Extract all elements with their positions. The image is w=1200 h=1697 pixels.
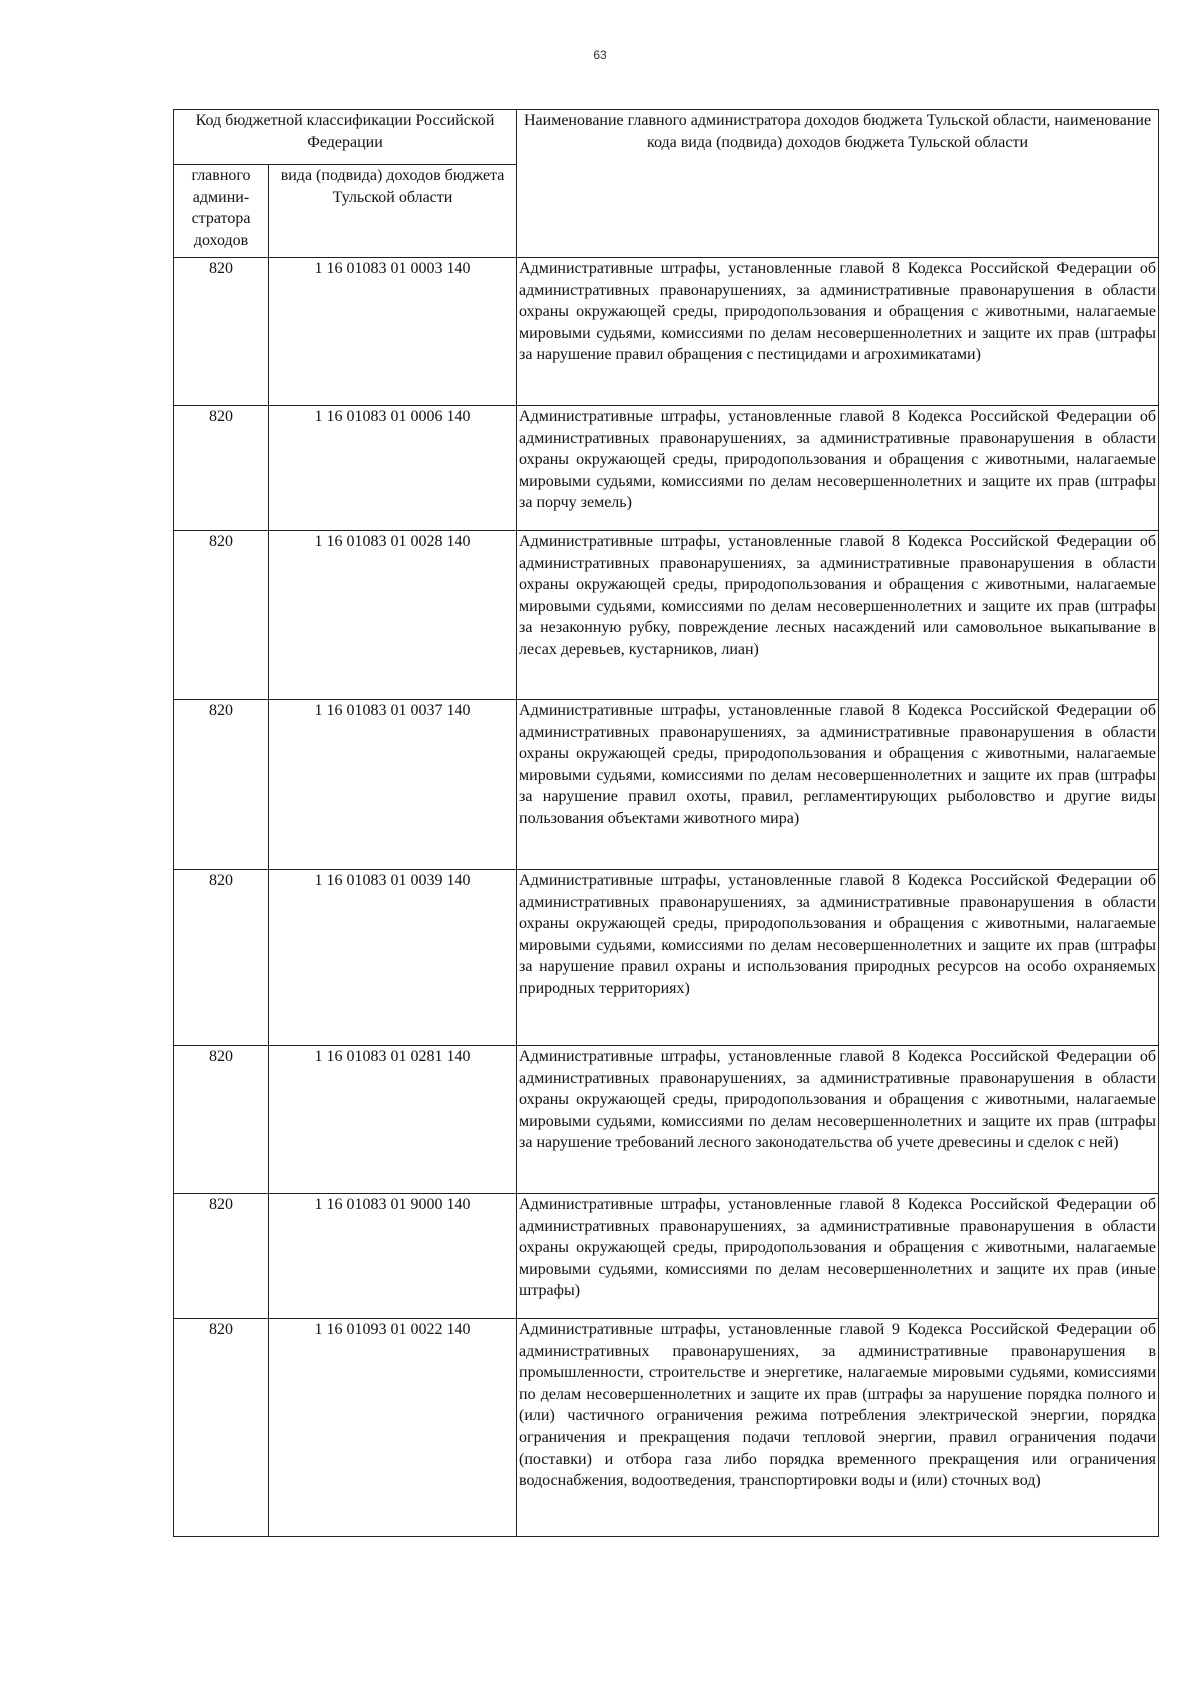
table-row	[174, 1046, 1159, 1194]
admin-code-cell: 820	[174, 870, 269, 1046]
code-column-header: вида (подвида) доходов бюджета Тульской области	[269, 165, 517, 258]
admin-code-cell: 820	[174, 1194, 269, 1319]
income-description-cell: Административные штрафы, установленные главой 8 Кодекса Российской Федерации об административных правонарушениях, за административные правонарушения в области охраны окружающей среды, природопользования и обращения с животными, налагаемые мировыми судьями, комиссиями по делам несовершеннолетних и защите их прав (иные штрафы)	[517, 1194, 1159, 1319]
income-description-cell: Административные штрафы, установленные главой 8 Кодекса Российской Федерации об административных правонарушениях, за административные правонарушения в области охраны окружающей среды, природопользования и обращения с животными, налагаемые мировыми судьями, комиссиями по делам несовершеннолетних и защите их прав (штрафы за нарушение требований лесного законодательства об учете древесины и сделок с ней)	[517, 1046, 1159, 1194]
income-code-cell: 1 16 01083 01 0039 140	[269, 870, 517, 1046]
income-code-cell: 1 16 01083 01 0003 140	[269, 258, 517, 406]
income-code-cell: 1 16 01093 01 0022 140	[269, 1319, 517, 1537]
admin-code-cell: 820	[174, 1046, 269, 1194]
table-row	[174, 870, 1159, 1046]
income-code-cell: 1 16 01083 01 0028 140	[269, 531, 517, 700]
admin-column-header: главного админи-стратора доходов	[174, 165, 269, 258]
income-code-cell: 1 16 01083 01 0037 140	[269, 700, 517, 870]
income-description-cell: Административные штрафы, установленные главой 8 Кодекса Российской Федерации об административных правонарушениях, за административные правонарушения в области охраны окружающей среды, природопользования и обращения с животными, налагаемые мировыми судьями, комиссиями по делам несовершеннолетних и защите их прав (штрафы за нарушение правил обращения с пестицидами и агрохимикатами)	[517, 258, 1159, 406]
table-row	[174, 258, 1159, 406]
budget-classification-table	[173, 109, 1159, 1537]
admin-code-cell: 820	[174, 1319, 269, 1537]
table-row	[174, 1194, 1159, 1319]
admin-code-cell: 820	[174, 258, 269, 406]
income-description-cell: Административные штрафы, установленные главой 8 Кодекса Российской Федерации об административных правонарушениях, за административные правонарушения в области охраны окружающей среды, природопользования и обращения с животными, налагаемые мировыми судьями, комиссиями по делам несовершеннолетних и защите их прав (штрафы за нарушение правил охоты, правил, регламентирующих рыболовство и другие виды пользования объектами животного мира)	[517, 700, 1159, 870]
admin-code-cell: 820	[174, 406, 269, 531]
name-column-header: Наименование главного администратора доходов бюджета Тульской области, наименование кода вида (подвида) доходов бюджета Тульской области	[517, 110, 1159, 258]
table-row	[174, 531, 1159, 700]
income-description-cell: Административные штрафы, установленные главой 9 Кодекса Российской Федерации об административных правонарушениях, за административные правонарушения в промышленности, строительстве и энергетике, налагаемые мировыми судьями, комиссиями по делам несовершеннолетних и защите их прав (штрафы за нарушение порядка полного и (или) частичного ограничения режима потребления электрической энергии, порядка ограничения и прекращения подачи тепловой энергии, правил ограничения подачи (поставки) и отбора газа либо порядка временного прекращения или ограничения водоснабжения, водоотведения, транспортировки воды и (или) сточных вод)	[517, 1319, 1159, 1537]
income-description-cell: Административные штрафы, установленные главой 8 Кодекса Российской Федерации об административных правонарушениях, за административные правонарушения в области охраны окружающей среды, природопользования и обращения с животными, налагаемые мировыми судьями, комиссиями по делам несовершеннолетних и защите их прав (штрафы за нарушение правил охраны и использования природных ресурсов на особо охраняемых природных территориях)	[517, 870, 1159, 1046]
page-number: 63	[593, 48, 607, 62]
kbk-group-header: Код бюджетной классификации Российской Федерации	[174, 110, 517, 165]
table-row	[174, 406, 1159, 531]
income-code-cell: 1 16 01083 01 0281 140	[269, 1046, 517, 1194]
admin-code-cell: 820	[174, 700, 269, 870]
admin-code-cell: 820	[174, 531, 269, 700]
income-code-cell: 1 16 01083 01 9000 140	[269, 1194, 517, 1319]
income-code-cell: 1 16 01083 01 0006 140	[269, 406, 517, 531]
table-row	[174, 1319, 1159, 1537]
income-description-cell: Административные штрафы, установленные главой 8 Кодекса Российской Федерации об административных правонарушениях, за административные правонарушения в области охраны окружающей среды, природопользования и обращения с животными, налагаемые мировыми судьями, комиссиями по делам несовершеннолетних и защите их прав (штрафы за незаконную рубку, повреждение лесных насаждений или самовольное выкапывание в лесах деревьев, кустарников, лиан)	[517, 531, 1159, 700]
table-row	[174, 700, 1159, 870]
income-description-cell: Административные штрафы, установленные главой 8 Кодекса Российской Федерации об административных правонарушениях, за административные правонарушения в области охраны окружающей среды, природопользования и обращения с животными, налагаемые мировыми судьями, комиссиями по делам несовершеннолетних и защите их прав (штрафы за порчу земель)	[517, 406, 1159, 531]
